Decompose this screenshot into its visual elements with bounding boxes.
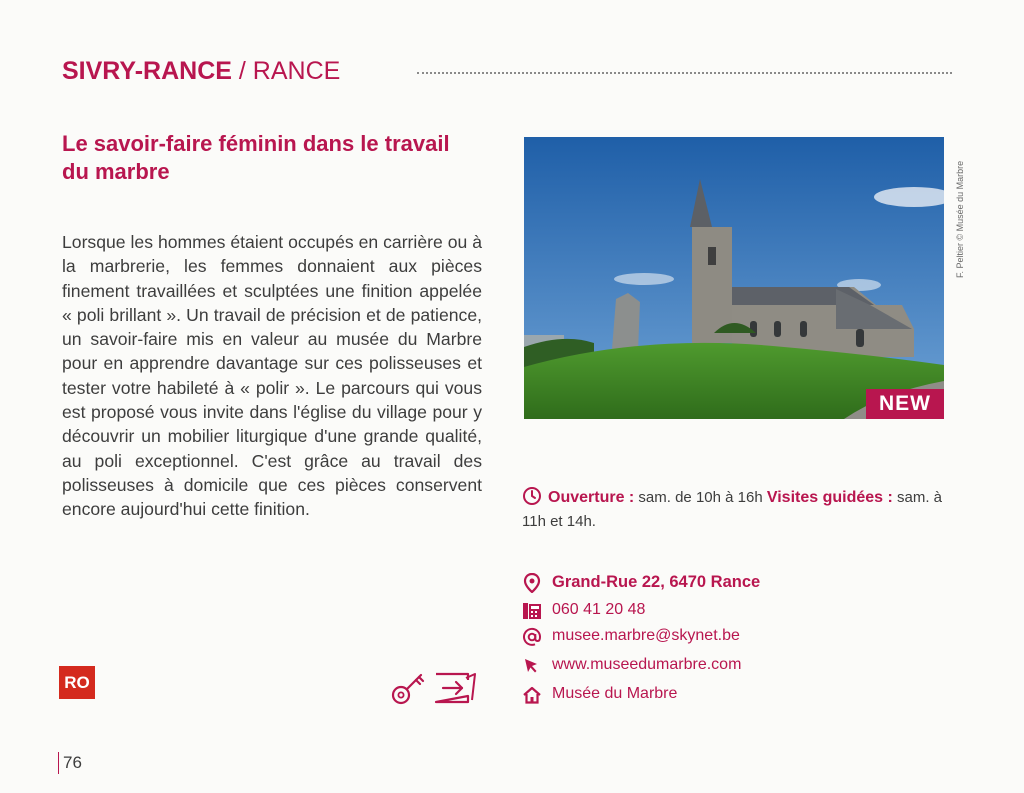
email-address[interactable]: musee.marbre@skynet.be [552,627,740,644]
guided-tours-label: Visites guidées : [766,489,893,506]
address-row [522,570,946,594]
address-text: Grand-Rue 22, 6470 Rance [552,573,761,591]
article-title: Le savoir-faire féminin dans le travail du marbre [62,131,450,184]
guided-tours-value: sam. à 11h et 14h. [522,489,943,530]
church-illustration [524,137,944,419]
key-icon [390,670,426,706]
clock-icon [522,486,542,506]
header-dotted-rule [417,72,952,74]
new-badge: NEW [866,389,944,419]
photo-credit: F. Peltier © Musée du Marbre [955,160,965,278]
opening-label: Ouverture : [548,489,635,506]
venue-name: Musée du Marbre [552,685,678,702]
ro-badge: RO [59,666,95,699]
opening-hours [522,486,946,534]
cursor-icon [522,656,542,676]
section-header [62,54,952,90]
exit-arrow-icon [432,670,478,706]
section-title [62,54,340,88]
at-sign-icon [522,627,542,647]
house-icon [522,685,542,705]
section-title-main: SIVRY-RANCE [62,57,232,85]
website-row [522,653,946,677]
opening-value: sam. de 10h à 16h [634,489,767,506]
section-title-separator: / [231,57,253,85]
article-body: Lorsque les hommes étaient occupés en carrière ou à la marbrerie, les femmes donnaient aux pièces finement travaillées et sculptées une finition appelée « poli brillant ». Un travail de précision et de patience, un savoir-faire mis en valeur au musée du Marbre pour en apprendre davantage sur ces polisseuses et tester votre habileté à « polir ». Le parcours qui vous est proposé vous invite dans l'église du village pour y découvrir un mobilier liturgique d'une grande qualité, au poli exceptionnel. C'est grâce au travail des polisseuses à domicile que ces pièces conservent encore aujourd'hui cette finition. [62,232,482,520]
section-title-sub: RANCE [252,57,341,85]
page-number: 76 [58,752,82,774]
church-photo [524,137,944,419]
email-row [522,624,946,648]
location-pin-icon [522,573,542,593]
phone-row [522,598,946,622]
venue-row [522,682,946,706]
website-link[interactable]: www.museedumarbre.com [552,656,742,673]
phone-number[interactable]: 060 41 20 48 [552,601,646,618]
phone-icon [522,601,542,621]
